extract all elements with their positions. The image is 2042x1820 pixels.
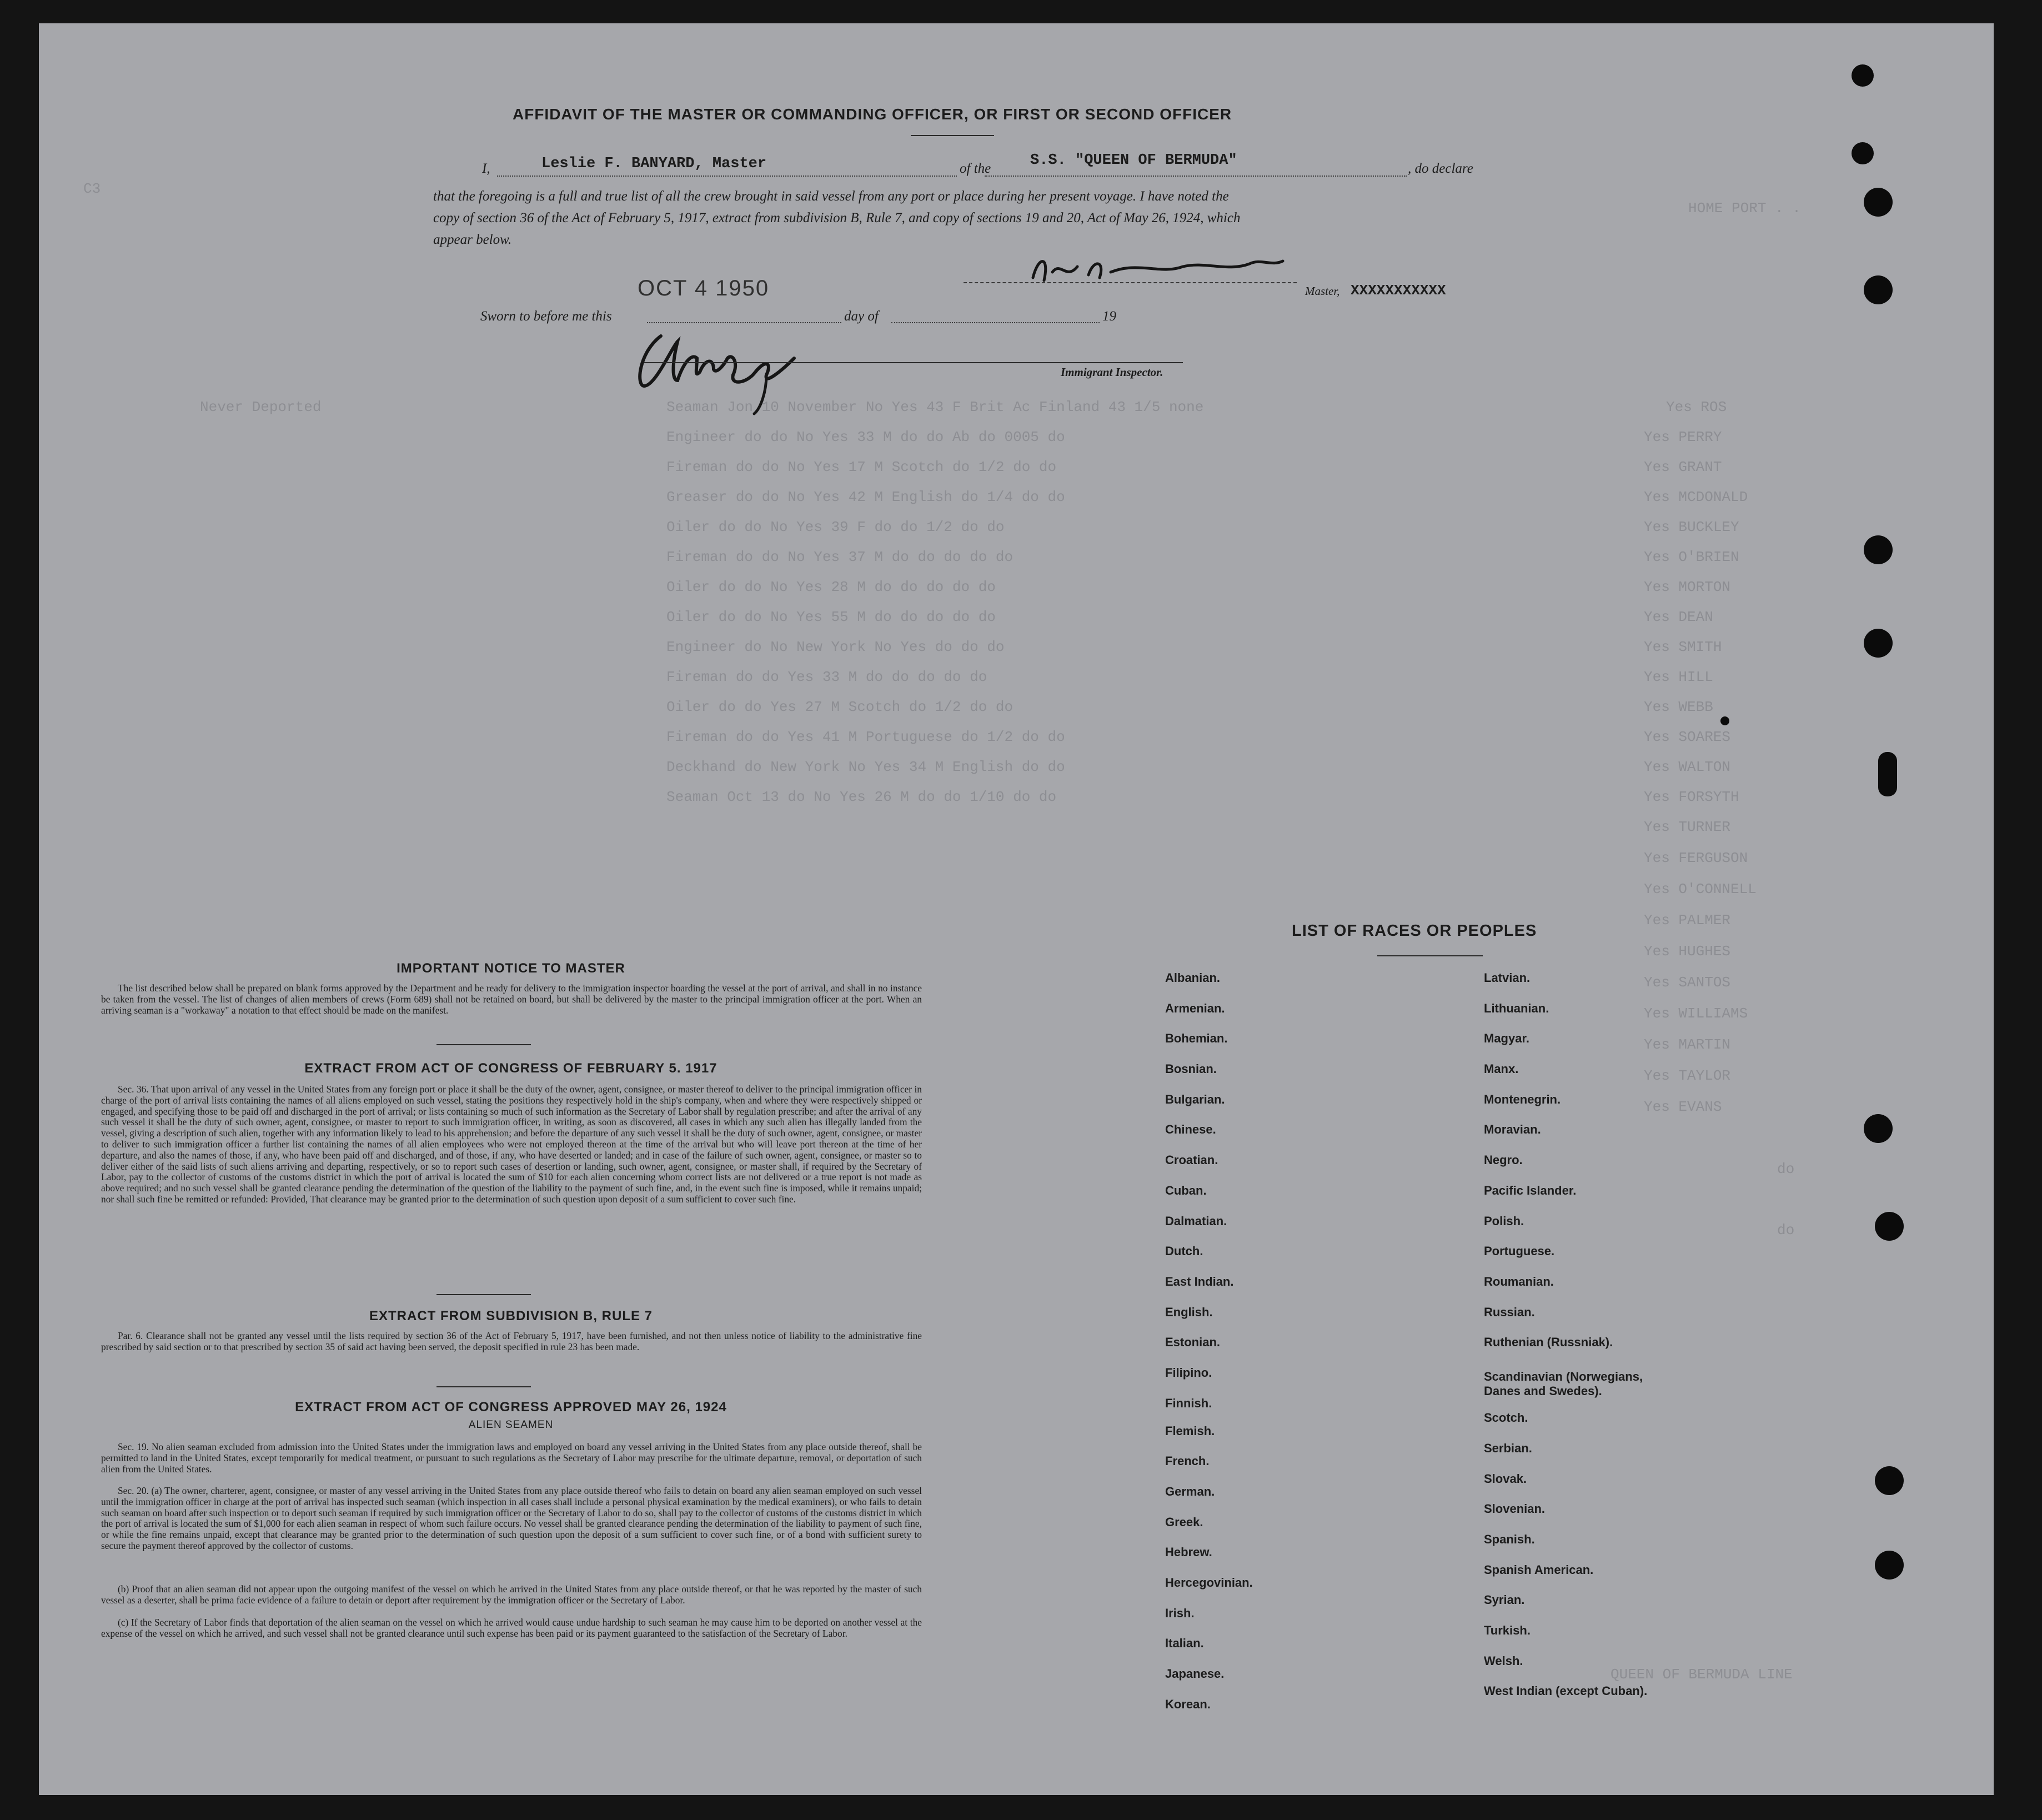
do-declare-label: , do declare [1408, 161, 1473, 176]
race-item: Greek. [1165, 1515, 1203, 1529]
punch-hole [1875, 1551, 1904, 1580]
race-item: Flemish. [1165, 1423, 1215, 1438]
race-item: Japanese. [1165, 1667, 1225, 1681]
race-item: Negro. [1484, 1153, 1523, 1167]
punch-hole [1864, 535, 1893, 564]
race-item: Italian. [1165, 1636, 1204, 1651]
of-the-label: of the [960, 161, 991, 176]
race-item: Manx. [1484, 1062, 1519, 1076]
punch-hole [1720, 716, 1729, 725]
race-item: Polish. [1484, 1214, 1524, 1228]
race-item: Spanish. [1484, 1532, 1535, 1546]
race-item: Turkish. [1484, 1623, 1531, 1638]
race-item: Bulgarian. [1165, 1092, 1225, 1106]
race-item: Dutch. [1165, 1244, 1203, 1259]
punch-hole [1864, 1114, 1893, 1143]
race-item: Russian. [1484, 1305, 1535, 1319]
race-item: Moravian. [1484, 1122, 1541, 1137]
race-item: Croatian. [1165, 1153, 1218, 1167]
race-item: Pacific Islander. [1484, 1183, 1577, 1197]
race-item: Dalmatian. [1165, 1214, 1227, 1228]
master-title-label: Master, [1305, 284, 1340, 298]
inspector-signature [628, 319, 894, 417]
punch-hole [1878, 752, 1897, 796]
sworn-label: Sworn to before me this [480, 309, 612, 324]
master-signature-line [964, 282, 1297, 283]
section-20a-text: Sec. 20. (a) The owner, charterer, agent, consignee, or master of any vessel arriving in the United States from any place outside thereof who fails to detain on board any alien seaman employed on such vessel until the immigration officer in charge at the port of arrival has inspected such seaman (which inspection in all cases shall include a personal physical examination by the medical examiners), or who fails to detain such seaman on board after such inspection or to deport such seaman if required by such immigration officer or the Secretary of Labor to do so, shall pay to the collector of customs of the customs district in which the port of arrival is located the sum of $1,000 for each alien seaman in respect of whom such failure occurs. No vessel shall be granted clearance pending the determination of the liability to payment of such fine, or while the fine remains unpaid, except that clearance may be granted prior to the determination of such question upon the deposit of a sum sufficient to cover such fine, or of a bond with sufficient surety to secure the payment thereof approved by the collector of customs. [101, 1485, 922, 1551]
punch-hole [1864, 275, 1893, 304]
notice-title: IMPORTANT NOTICE TO MASTER [397, 961, 625, 976]
race-item: Slovenian. [1484, 1502, 1546, 1516]
race-item: Armenian. [1165, 1001, 1225, 1015]
extract-1924-title: EXTRACT FROM ACT OF CONGRESS APPROVED MAY 26, 1924 [295, 1400, 727, 1415]
inspector-signature-line [644, 362, 1183, 363]
race-item: Bosnian. [1165, 1062, 1217, 1076]
race-item: Finnish. [1165, 1396, 1212, 1410]
race-item: Estonian. [1165, 1335, 1221, 1350]
race-item: Scandinavian (Norwegians, [1484, 1370, 1643, 1384]
race-item: Albanian. [1165, 971, 1221, 985]
race-item: Hebrew. [1165, 1545, 1212, 1560]
race-item: Korean. [1165, 1697, 1211, 1711]
punch-hole [1852, 64, 1874, 87]
struck-officer-title: XXXXXXXXXXX [1351, 282, 1446, 299]
vessel-name-line [985, 176, 1407, 177]
race-item: Ruthenian (Russniak). [1484, 1335, 1613, 1350]
extract-1924-subtitle: ALIEN SEAMEN [468, 1419, 554, 1431]
punch-hole [1875, 1212, 1904, 1241]
race-item: Bohemian. [1165, 1031, 1228, 1046]
extract-rule7-divider [437, 1386, 531, 1387]
race-item: Magyar. [1484, 1031, 1529, 1046]
race-item: Welsh. [1484, 1653, 1523, 1668]
race-item: French. [1165, 1454, 1210, 1468]
notice-divider [437, 1044, 531, 1045]
punch-hole [1864, 188, 1893, 217]
race-item: English. [1165, 1305, 1213, 1319]
extract-1917-title: EXTRACT FROM ACT OF CONGRESS OF FEBRUARY 5. 1917 [304, 1061, 718, 1076]
extract-1917-divider [437, 1294, 531, 1295]
section-20c-text: (c) If the Secretary of Labor finds that deportation of the alien seaman on the vessel on which he arrived would cause undue hardship to such seaman he may cause him to be deported on another vessel at the expense of the vessel on which he arrived, and such vessel shall not be granted clearance until such expense has been paid or its payment guaranteed to the satisfaction of the Secretary of Labor. [101, 1617, 922, 1639]
section-19-text: Sec. 19. No alien seaman excluded from admission into the United States under the immigration laws and employed on board any vessel arriving in the United States from any place outside thereof, shall be permitted to land in the United States, except temporarily for medical treatment, or pursuant to such regulations as the Secretary of Labor may prescribe for the ultimate departure, removal, or deportation of such alien from the United States. [101, 1441, 922, 1475]
day-of-label: day of [844, 309, 879, 324]
race-item: Syrian. [1484, 1593, 1525, 1607]
race-item: Irish. [1165, 1606, 1195, 1620]
race-item: Scotch. [1484, 1411, 1528, 1425]
race-item: East Indian. [1165, 1274, 1234, 1288]
race-list-left [1165, 971, 1253, 1728]
race-item: Danes and Swedes). [1484, 1384, 1602, 1398]
heading-divider [911, 135, 994, 136]
inspector-label: Immigrant Inspector. [1061, 365, 1163, 379]
race-item: Portuguese. [1484, 1244, 1555, 1259]
race-item: Chinese. [1165, 1122, 1216, 1137]
race-item: Latvian. [1484, 971, 1531, 985]
master-name-line [497, 176, 957, 177]
declaration-line-2: that the foregoing is a full and true list of all the crew brought in said vessel from any port or place during her present voyage. I have noted the [433, 189, 1229, 204]
vessel-name: S.S. "QUEEN OF BERMUDA" [1030, 152, 1237, 169]
punch-hole [1852, 142, 1874, 164]
extract-rule7-text: Par. 6. Clearance shall not be granted any vessel until the lists required by section 36 of the Act of February 5, 1917, have been furnished, and not then unless notice of liability to the administrative fine prescribed by said section or to that prescribed by section 35 of said act having been served, the deposit specified in rule 23 has been made. [101, 1330, 922, 1352]
race-list-right [1484, 971, 1647, 1714]
year-prefix: 19 [1102, 309, 1116, 324]
punch-hole [1875, 1466, 1904, 1495]
race-item: West Indian (except Cuban). [1484, 1684, 1648, 1698]
race-item: Spanish American. [1484, 1562, 1594, 1577]
race-item: Filipino. [1165, 1365, 1212, 1380]
race-item: German. [1165, 1485, 1215, 1498]
declaration-i-label: I, [482, 161, 490, 176]
race-item: Roumanian. [1484, 1274, 1554, 1288]
race-item: Lithuanian. [1484, 1001, 1549, 1015]
extract-rule7-title: EXTRACT FROM SUBDIVISION B, RULE 7 [369, 1308, 653, 1323]
extract-1917-text: Sec. 36. That upon arrival of any vessel in the United States from any foreign port or place it shall be the duty of the owner, agent, consignee, or master thereof to deliver to the principal immigration officer in charge of the port of arrival lists containing the names of all aliens employed on such vessel, stating the positions they respectively hold in the ship's company, when and where they were respectively shipped or engaged, and specifying those to be paid off and discharged in the port of arrival; or lists containing so much of such information as the Secretary of Labor shall by regulation prescribe; and after the arrival of any such vessel it shall be the duty of such owner, agent, consignee, or master to report to such immigration officer, in writing, as soon as discovered, all cases in which any such alien has illegally landed from the vessel, giving a description of such alien, together with any information likely to lead to his apprehension; and before the departure of any such vessel it shall be the duty of such owner, agent, consignee, or master to deliver to such immigration officer a further list containing the names of all alien employees who were not employed thereon at the time of the arrival but who will leave port thereon at the time of her departure, and also the names of those, if any, who have been paid off and discharged, and of those, if any, who have deserted or landed; and in case of the failure of such owner, agent, consignee, or master so to deliver either of the said lists of such aliens arriving and departing, respectively, or so to report such cases of desertion or landing, such owner, agent, consignee, or master shall, if required by the Secretary of Labor, pay to the collector of customs of the customs district in which the port of arrival is located the sum of $10 for each alien concerning whom correct lists are not delivered or a true report is not made as above required; and no such vessel shall be granted clearance pending the determination of the question of the liability to the payment of such fine, and, in the event such fine is imposed, while it remains unpaid; nor shall such fine be remitted or refunded: Provided, That clearance may be granted prior to the determination of such question upon deposit of a sum sufficient to cover such fine. [101, 1084, 922, 1205]
punch-hole [1864, 629, 1893, 658]
section-20b-text: (b) Proof that an alien seaman did not appear upon the outgoing manifest of the vessel on which he arrived in the United States from any place outside thereof, or that he was reported by the master of such vessel as a deserter, shall be prima facie evidence of a failure to detain or deport after requirement by the immigration officer or the Secretary of Labor. [101, 1583, 922, 1606]
races-divider [1377, 955, 1483, 956]
race-item: Slovak. [1484, 1471, 1527, 1486]
race-item: Cuban. [1165, 1183, 1207, 1197]
declaration-line-3: copy of section 36 of the Act of February 5, 1917, extract from subdivision B, Rule 7, and copy of sections 19 and 20, Act of May 26, 1924, which [433, 210, 1241, 225]
declaration-line-4: appear below. [433, 232, 512, 247]
affidavit-heading: AFFIDAVIT OF THE MASTER OR COMMANDING OFFICER, OR FIRST OR SECOND OFFICER [513, 106, 1232, 123]
race-item: Hercegovinian. [1165, 1576, 1253, 1590]
race-item: Montenegrin. [1484, 1092, 1561, 1106]
date-stamp: OCT 4 1950 [638, 276, 770, 300]
race-item: Serbian. [1484, 1441, 1532, 1455]
notice-text: The list described below shall be prepared on blank forms approved by the Department and be ready for delivery to the immigration inspector boarding the vessel at the port of arrival, and shall in no instance be taken from the vessel. The list of changes of alien members of crews (Form 689) shall not be retained on board, but shall be delivered by the master to the principal immigration officer at the port. When an arriving seaman is a "workaway" a notation to that effect should be made on the manifest. [101, 982, 922, 1016]
sworn-month-line [891, 322, 1100, 323]
master-name: Leslie F. BANYARD, Master [541, 156, 767, 172]
races-title: LIST OF RACES OR PEOPLES [1292, 922, 1537, 940]
